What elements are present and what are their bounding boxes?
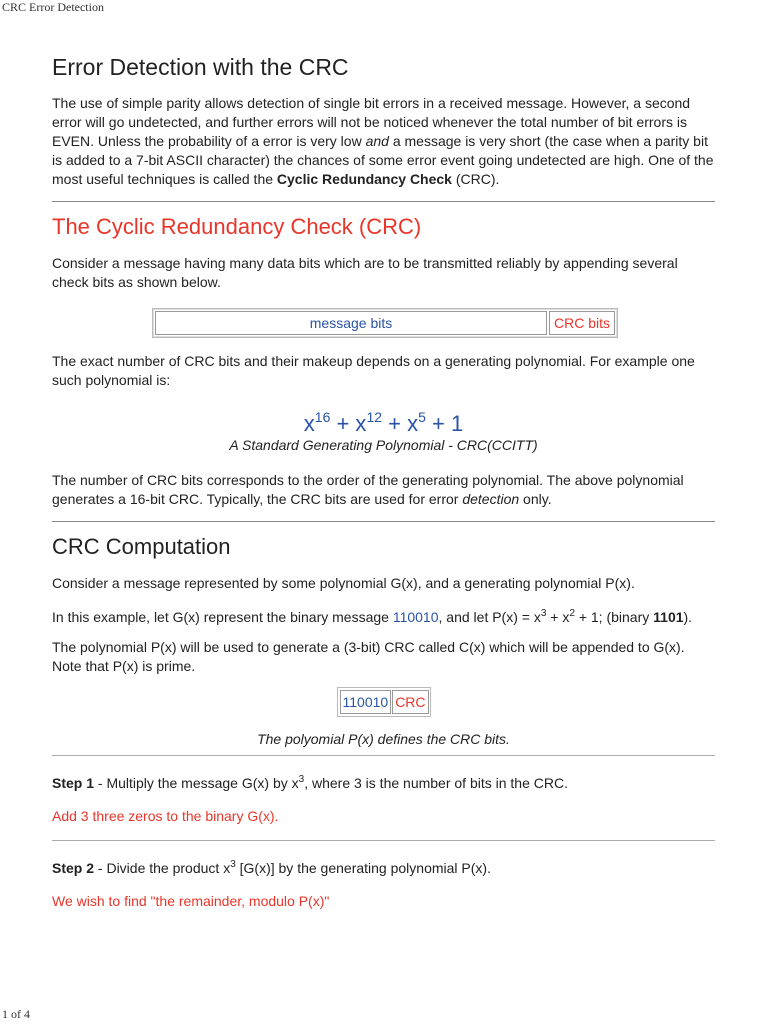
section-heading-crc: The Cyclic Redundancy Check (CRC) [52,214,422,239]
section-heading-computation: CRC Computation [52,534,231,559]
step-2-label: Step 2 [52,860,95,876]
computation-p2-text-e: ). [683,609,693,625]
step-2-text-a: - Divide the product x [94,860,231,876]
step-1-exp: 3 [298,774,305,785]
step-1-text-b: , where 3 is the number of bits in the CRC. [304,775,568,791]
section-heading-error-detection: Error Detection with the CRC [52,54,349,80]
computation-paragraph-2 [52,604,715,627]
computation-p2-text-d: + 1; (binary [574,609,654,625]
computation-p2-exp-2: 2 [569,608,575,619]
message-bits-cell: message bits [155,311,547,335]
crc-paragraph-3-text-2: only. [519,491,552,507]
step-2-text-b: [G(x)] by the generating polynomial P(x). [235,860,491,876]
computation-paragraph-3: The polynomial P(x) will be used to generate a (3-bit) CRC called C(x) which will be appended to G(x). Note that P(x) is prime. [52,639,685,674]
section-divider-2 [52,521,715,522]
step-divider-1 [52,755,715,756]
example-crc-cell: CRC [392,690,428,714]
crc-paragraph-3-emphasis: detection [462,491,520,507]
poly-exp-12: 12 [366,409,383,425]
document-content [52,52,715,922]
example-message-cell: 110010 [340,690,392,714]
step-2 [52,855,715,878]
step-1-note: Add 3 three zeros to the binary G(x). [52,808,279,824]
computation-p2-text-a: In this example, let G(x) represent the binary message [52,609,393,625]
intro-paragraph [52,94,715,189]
intro-emphasis: and [365,133,389,149]
polynomial-caption: A Standard Generating Polynomial - CRC(CCITT) [229,437,538,453]
crc-paragraph-1: Consider a message having many data bits which are to be transmitted reliably by appending several check bits as shown below. [52,255,678,290]
print-footer-page: 1 of 4 [2,1007,30,1021]
poly-exp-16: 16 [314,409,331,425]
intro-bold-term: Cyclic Redundancy Check [276,171,452,187]
computation-p2-text-b: , and let P(x) = x [438,609,541,625]
step-1-label: Step 1 [52,775,95,791]
step-2-exp: 3 [230,859,236,870]
crc-paragraph-3-text-1: The number of CRC bits corresponds to the order of the generating polynomial. The above polynomial generates a 16-bit CRC. Typically, the CRC bits are used for error [52,472,684,507]
poly-term-x: x [303,411,315,436]
crc-paragraph-2: The exact number of CRC bits and their makeup depends on a generating polynomial. For example one such polynomial is: [52,353,695,388]
computation-p2-text-c: + x [546,609,570,625]
binary-polynomial: 1101 [653,609,684,625]
intro-text-3: (CRC). [451,171,500,187]
step-1 [52,770,715,793]
poly-exp-5: 5 [418,409,426,425]
section-divider [52,201,715,202]
intro-text-1: The use of simple parity allows detection of single bit errors in a received message. However, a second error will go undetected, and further errors will not be noticed whenever the total number of bit errors is EVEN. Unless the probability of a error is very low [52,95,691,149]
computation-p2-exp-1: 3 [540,608,547,619]
message-crc-example-box [337,687,431,717]
step-1-text-a: - Multiply the message G(x) by x [94,775,299,791]
generating-polynomial [52,404,715,437]
poly-term-const: + 1 [425,411,464,436]
step-2-note: We wish to find "the remainder, modulo P(x)" [52,893,330,909]
message-crc-diagram [152,308,618,338]
poly-term-3: + x [382,411,419,436]
print-header-title: CRC Error Detection [2,0,104,14]
step-divider-2 [52,840,715,841]
example-caption: The polyomial P(x) defines the CRC bits. [257,731,510,747]
crc-paragraph-3 [52,471,715,509]
poly-term-2: + x [330,411,367,436]
computation-paragraph-1: Consider a message represented by some polynomial G(x), and a generating polynomial P(x). [52,575,635,591]
intro-text-2: a message is very short (the case when a parity bit is added to a 7-bit ASCII character) the chances of some error event going undetected are high. One of the most useful techniques is called the [52,133,714,187]
crc-bits-cell: CRC bits [549,311,615,335]
binary-message: 110010 [392,609,439,625]
